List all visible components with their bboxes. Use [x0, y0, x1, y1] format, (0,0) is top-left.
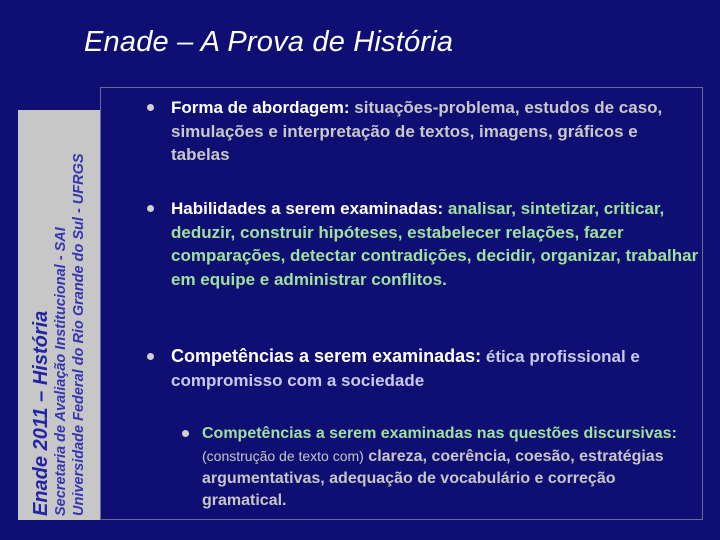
sub-bullet-dot-icon [182, 430, 189, 437]
slide-title: Enade – A Prova de História [84, 26, 454, 58]
bullet-heading: Forma de abordagem: [171, 98, 350, 117]
sidebar-line-secretariat: Secretaria de Avaliação Institucional - SAI [53, 227, 69, 516]
bullet-text: analisar, sintetizar, criticar, deduzir, construir hipóteses, estabelecer relações, fazer comparações, detectar contradições, decidir, organizar, trabalhar em equipe e administrar conflitos. [171, 199, 699, 289]
sub-bullet-heading: Competências a serem examinadas nas questões discursivas: [202, 425, 677, 442]
bullet-dot-icon [147, 104, 154, 111]
sidebar-line-university: Universidade Federal do Rio Grande do Sul - UFRGS [71, 153, 87, 516]
bullet-habilidades [171, 197, 701, 291]
sub-bullet-detail: (construção de texto com) [202, 448, 364, 464]
bullet-dot-icon [147, 205, 154, 212]
bullet-text: ética profissional e compromisso com a sociedade [171, 347, 640, 390]
bullet-heading: Competências a serem examinadas: [171, 346, 482, 366]
sidebar-line-course: Enade 2011 – História [30, 310, 52, 516]
bullet-text: situações-problema, estudos de caso, simulações e interpretação de textos, imagens, gráficos e tabelas [171, 98, 663, 164]
bullet-dot-icon [147, 353, 154, 360]
sidebar-text [27, 106, 91, 516]
bullet-abordagem [171, 96, 701, 167]
bullet-competencias [171, 345, 701, 392]
sub-bullet-text: clareza, coerência, coesão, estratégias argumentativas, adequação de vocabulário e correção gramatical. [202, 448, 664, 509]
sub-bullet-discursivas [202, 422, 702, 512]
bullet-heading: Habilidades a serem examinadas: [171, 199, 444, 218]
